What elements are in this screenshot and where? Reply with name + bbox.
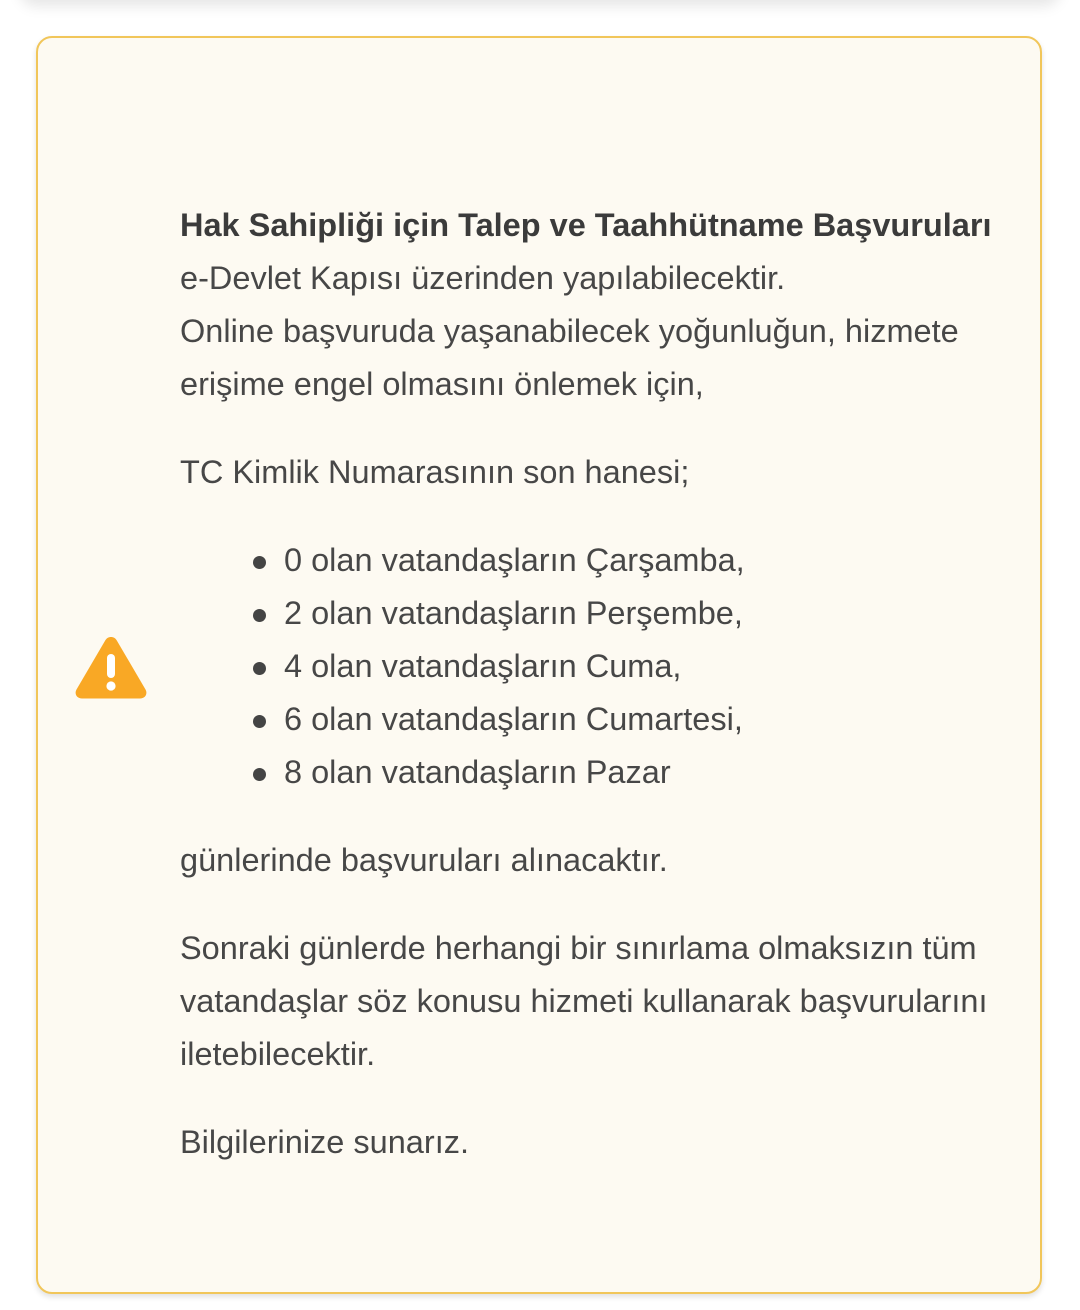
- list-item-text: 8 olan vatandaşların Pazar: [284, 754, 671, 790]
- list-item: [284, 587, 1010, 640]
- bullet-icon: [253, 715, 266, 728]
- list-item: [284, 534, 1010, 587]
- list-item-text: 4 olan vatandaşların Cuma,: [284, 648, 682, 684]
- later-days-paragraph: Sonraki günlerde herhangi bir sınırlama olmaksızın tüm vatandaşlar söz konusu hizmeti kullanarak başvurularını iletebilecektir.: [180, 930, 988, 1072]
- intro-bold-text: Hak Sahipliği için Talep ve Taahhütname Başvuruları: [180, 207, 992, 243]
- list-item-text: 6 olan vatandaşların Cumartesi,: [284, 701, 743, 737]
- list-item-text: 0 olan vatandaşların Çarşamba,: [284, 542, 745, 578]
- list-item: [284, 693, 1010, 746]
- online-warning-text: Online başvuruda yaşanabilecek yoğunluğun, hizmete erişime engel olmasını önlemek için,: [180, 313, 959, 402]
- bullet-icon: [253, 768, 266, 781]
- bullet-icon: [253, 556, 266, 569]
- warning-icon: [74, 634, 148, 700]
- list-item: [284, 746, 1010, 799]
- bullet-icon: [253, 662, 266, 675]
- closing-text: Bilgilerinize sunarız.: [180, 1124, 470, 1160]
- notice-content: [180, 199, 1010, 1169]
- intro-rest-text: e-Devlet Kapısı üzerinden yapılabilecektir.: [180, 260, 786, 296]
- days-list: [180, 534, 1010, 799]
- after-list-text: günlerinde başvuruları alınacaktır.: [180, 842, 668, 878]
- list-item: [284, 640, 1010, 693]
- list-item-text: 2 olan vatandaşların Perşembe,: [284, 595, 743, 631]
- intro-paragraph: [180, 199, 1010, 411]
- warning-alert-box: [36, 36, 1042, 1294]
- tc-line: TC Kimlik Numarasının son hanesi;: [180, 454, 690, 490]
- bullet-icon: [253, 609, 266, 622]
